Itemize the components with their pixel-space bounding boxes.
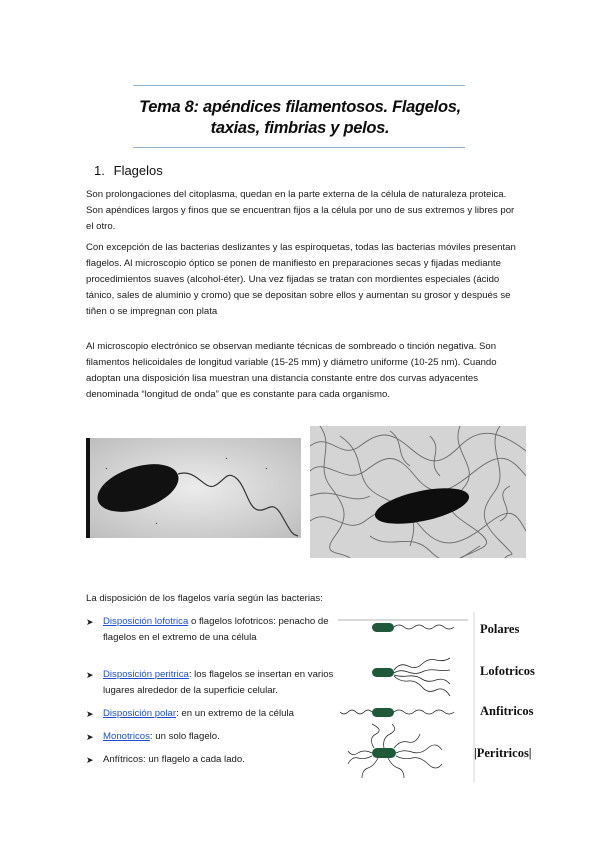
section-title: Flagelos (113, 163, 163, 178)
list-item-body: : en un extremo de la célula (176, 708, 294, 719)
list-item-body: : un solo flagelo. (149, 731, 220, 742)
list-item-body: : los flagelos se insertan en varios lugares alrededor de la superficie celular. (103, 669, 334, 696)
diagram-label-polares: Polares (480, 622, 520, 636)
arrow-bullet-icon: ➤ (86, 670, 94, 680)
list-item-text (86, 706, 336, 722)
arrow-bullet-icon: ➤ (86, 732, 94, 742)
title-top-rule (133, 85, 465, 86)
link-disposicion-lofotrica[interactable]: Disposición lofotrica (103, 616, 189, 627)
arrow-bullet-icon: ➤ (86, 617, 94, 627)
micrograph-flagellated-bacterium (86, 438, 301, 538)
list-item-text (86, 614, 336, 646)
list-item-text (86, 729, 336, 745)
arrow-bullet-icon: ➤ (86, 709, 94, 719)
micrograph-left-svg (86, 438, 301, 538)
diagram-label-peritricos: |Peritricos| (474, 746, 532, 760)
list-intro: La disposición de los flagelos varía según las bacterias: (86, 593, 323, 604)
list-item (86, 706, 336, 722)
diagram-label-lofotricos: Lofotricos (480, 664, 535, 678)
link-monotricos[interactable]: Monotricos (103, 731, 150, 742)
list-item (86, 752, 336, 768)
link-disposicion-polar[interactable]: Disposición polar (103, 708, 177, 719)
section-number: 1. (94, 163, 105, 178)
list-item-text: Anfítricos: un flagelo a cada lado. (103, 754, 245, 765)
title-bottom-rule (133, 147, 465, 148)
document-title-line-1: Tema 8: apéndices filamentosos. Flagelos, (139, 98, 461, 116)
micrograph-right-svg (310, 426, 526, 558)
paragraph-1: Son prolongaciones del citoplasma, quedan en la parte externa de la célula de naturaleza proteica. Son apéndices largos y finos que se encuentran fijos a la célula por uno de sus extremos y libres por el otro. (86, 189, 515, 232)
list-item (86, 729, 336, 745)
list-item (86, 667, 336, 699)
list-item-body: o flagelos lofotricos: penacho de flagelos en el extremo de una célula (103, 616, 329, 643)
list-item (86, 614, 336, 646)
section-heading (94, 163, 163, 178)
link-disposicion-peritrica[interactable]: Disposición peritrica (103, 669, 189, 680)
diagram-label-anfitricos: Anfitricos (480, 704, 534, 718)
list-item-text (86, 667, 336, 699)
flagella-arrangement-diagram (338, 612, 558, 782)
paragraph-3: Al microscopio electrónico se observan mediante técnicas de sombreado o tinción negativa. Son filamentos helicoidales de longitud variable (15-25 mm) y diámetro uniforme (10-25 nm). Cuando adoptan una disposición lisa muestran una distancia constante entre dos curvas adyacentes denominada “longitud de onda” que es constante para cada organismo. (86, 341, 497, 400)
document-title-line-2: taxias, fimbrias y pelos. (210, 119, 390, 137)
arrow-bullet-icon: ➤ (86, 755, 94, 765)
micrograph-peritrichous-bacterium (310, 426, 526, 558)
paragraph-2: Con excepción de las bacterias deslizantes y las espiroquetas, todas las bacterias móviles presentan flagelos. Al microscopio óptico se ponen de manifiesto en preparaciones secas y fijadas mediante procedimientos suaves (alcohol-éter). Una vez fijadas se tratan con mordientes especiales (ácido tánico, sales de aluminio y cromo) que se depositan sobre ellos y aumentan su grosor y después se tiñen o se impregnan con plata (86, 242, 516, 317)
